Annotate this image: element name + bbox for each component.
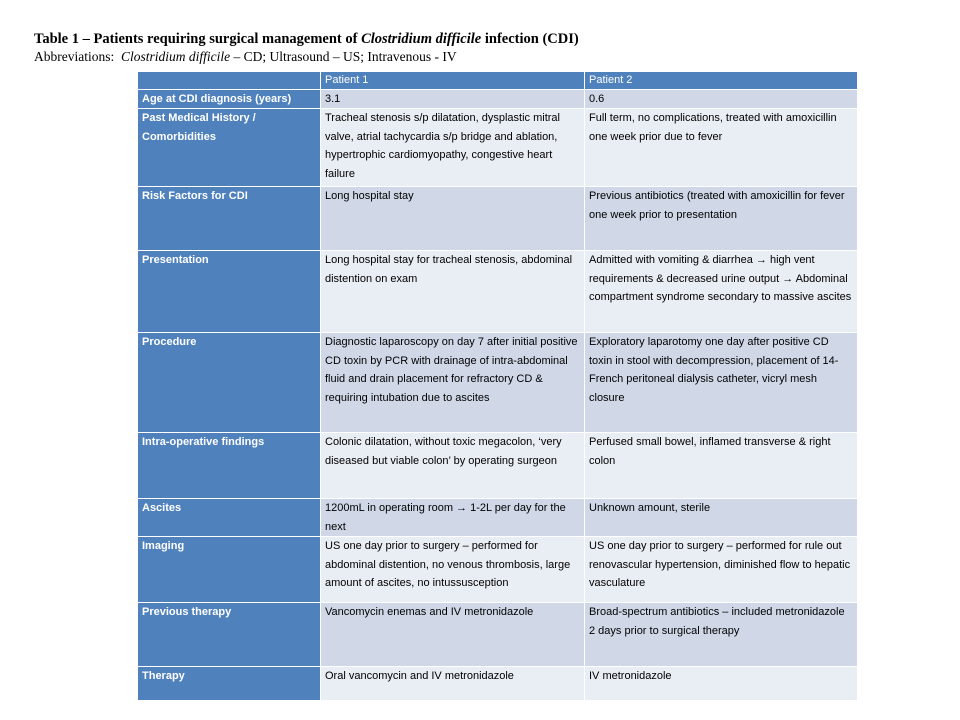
title-organism: Clostridium difficile [361, 31, 482, 47]
table-title [34, 31, 934, 48]
row-label: Intra-operative findings [138, 433, 321, 499]
table-row [138, 251, 858, 333]
row-label: Previous therapy [138, 603, 321, 667]
row-label: Ascites [138, 499, 321, 537]
table-row [138, 667, 858, 701]
cell-patient-1: 1200mL in operating room → 1-2L per day for the next [321, 499, 585, 537]
table-row [138, 603, 858, 667]
cell-patient-2: Exploratory laparotomy one day after positive CD toxin in stool with decompression, placement of 14-French peritoneal dialysis catheter, vicryl mesh closure [585, 333, 858, 433]
cell-patient-1: Oral vancomycin and IV metronidazole [321, 667, 585, 701]
cell-patient-2: Full term, no complications, treated with amoxicillin one week prior due to fever [585, 109, 858, 187]
title-suffix: infection (CDI) [481, 31, 579, 47]
header-patient-2: Patient 2 [585, 72, 858, 90]
cell-patient-2: IV metronidazole [585, 667, 858, 701]
cell-patient-2: Previous antibiotics (treated with amoxicillin for fever one week prior to presentation [585, 187, 858, 251]
cell-patient-1: Long hospital stay for tracheal stenosis, abdominal distention on exam [321, 251, 585, 333]
row-label: Procedure [138, 333, 321, 433]
row-label: Therapy [138, 667, 321, 701]
title-prefix: Table 1 – Patients requiring surgical management of [34, 31, 362, 47]
row-label: Age at CDI diagnosis (years) [138, 90, 321, 109]
cell-patient-2: Perfused small bowel, inflamed transverse & right colon [585, 433, 858, 499]
cell-patient-2: Unknown amount, sterile [585, 499, 858, 537]
abbr-prefix: Abbreviations: [34, 49, 121, 64]
cell-patient-1: Long hospital stay [321, 187, 585, 251]
cell-patient-2: 0.6 [585, 90, 858, 109]
abbr-suffix: – CD; Ultrasound – US; Intravenous - IV [230, 49, 457, 64]
cell-patient-1: 3.1 [321, 90, 585, 109]
cell-patient-1: Diagnostic laparoscopy on day 7 after initial positive CD toxin by PCR with drainage of intra-abdominal fluid and drain placement for refractory CD & requiring intubation due to ascites [321, 333, 585, 433]
cell-patient-1: US one day prior to surgery – performed for abdominal distention, no venous thrombosis, large amount of ascites, no intussusception [321, 537, 585, 603]
patients-table [137, 71, 858, 701]
table-header-row [138, 72, 858, 90]
table-row [138, 537, 858, 603]
table-row [138, 90, 858, 109]
table-caption [34, 31, 934, 65]
table-row [138, 187, 858, 251]
cell-patient-2: Broad-spectrum antibiotics – included metronidazole 2 days prior to surgical therapy [585, 603, 858, 667]
cell-patient-2: US one day prior to surgery – performed for rule out renovascular hypertension, diminished flow to hepatic vasculature [585, 537, 858, 603]
cell-patient-1: Colonic dilatation, without toxic megacolon, ‘very diseased but viable colon’ by operating surgeon [321, 433, 585, 499]
table-row [138, 433, 858, 499]
row-label: Past Medical History / Comorbidities [138, 109, 321, 187]
table-row [138, 333, 858, 433]
cell-patient-1: Vancomycin enemas and IV metronidazole [321, 603, 585, 667]
header-patient-1: Patient 1 [321, 72, 585, 90]
cell-patient-1: Tracheal stenosis s/p dilatation, dysplastic mitral valve, atrial tachycardia s/p bridge and ablation, hypertrophic cardiomyopathy, congestive heart failure [321, 109, 585, 187]
table-row [138, 499, 858, 537]
abbreviations-line [34, 48, 934, 65]
abbr-organism: Clostridium difficile [121, 49, 231, 64]
row-label: Presentation [138, 251, 321, 333]
header-corner [138, 72, 321, 90]
table-row [138, 109, 858, 187]
row-label: Imaging [138, 537, 321, 603]
row-label: Risk Factors for CDI [138, 187, 321, 251]
cell-patient-2: Admitted with vomiting & diarrhea → high vent requirements & decreased urine output → Abdominal compartment syndrome secondary to massive ascites [585, 251, 858, 333]
